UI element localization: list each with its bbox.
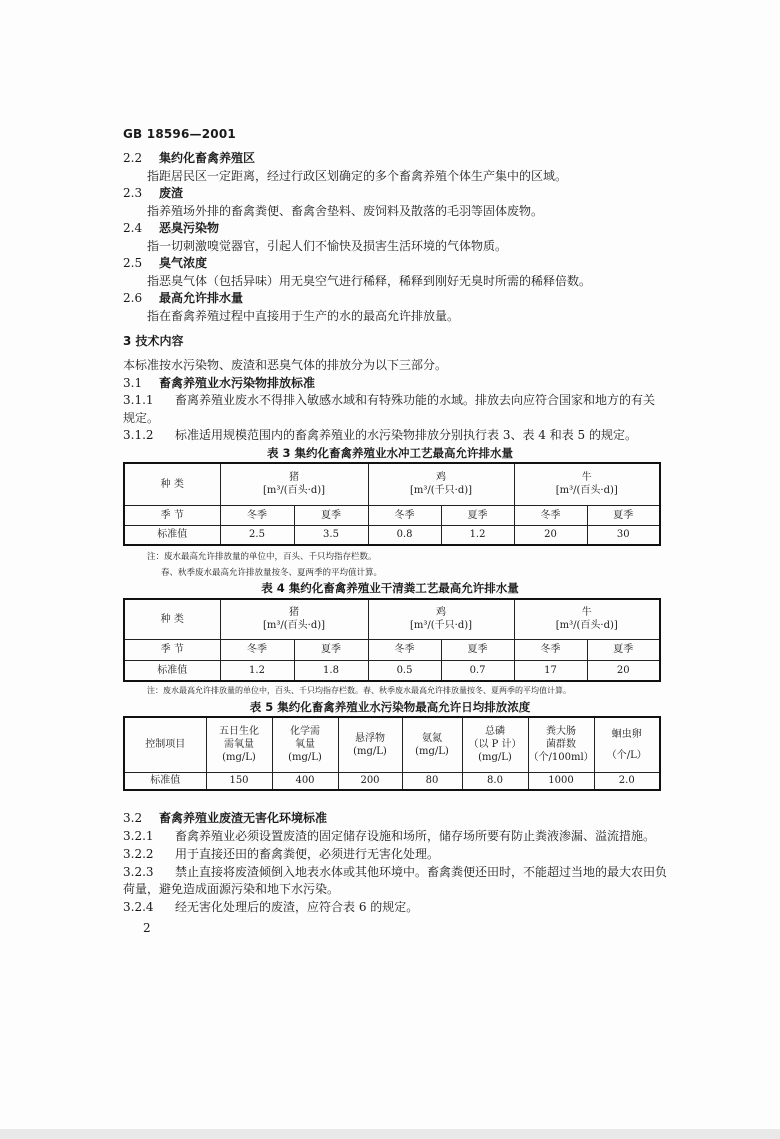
header-line: 总磷 [485,726,505,738]
season-cell: 夏季 [294,639,368,660]
def-2-3-heading [123,185,183,201]
clause-3-2-3-cont: 荷量，避免造成面源污染和地下水污染。 [123,882,340,896]
table-4-note: 注：废水最高允许排放量的单位中，百头、千只均指存栏数。春、秋季废水最高允许排放量按冬、夏两季的平均值计算。 [147,686,571,695]
viewer-bottom-strip [0,1129,780,1139]
clause-3-1-heading [123,375,315,391]
clause-number: 2.2 [123,151,143,165]
season-cell: 夏季 [294,505,368,525]
value-cell: 0.7 [441,660,514,681]
value-cell: 3.5 [294,525,368,545]
table-row [124,599,660,639]
def-2-6-heading [123,290,243,306]
clause-text: 畜离养殖业废水不得排入敏感水域和有特殊功能的水域。排放去向应符合国家和地方的有关 [175,393,656,407]
column-header [528,717,594,772]
animal-name: 牛 [581,472,592,484]
def-2-6-text: 指在畜禽养殖过程中直接用于生产的水的最高允许排放量。 [147,309,460,323]
animal-name: 牛 [581,607,592,619]
std-label: 标准值 [124,772,206,790]
value-cell: 30 [587,525,660,545]
header-line: 悬浮物 [355,732,385,744]
clause-number: 3.1.2 [123,428,154,442]
def-2-5-heading [123,255,207,271]
table-row [124,525,660,545]
table-5 [123,716,661,791]
animal-name: 鸡 [436,607,447,619]
value-cell: 200 [338,772,402,790]
table-3-caption: 表 3 集约化畜禽养殖业水冲工艺最高允许排水量 [266,446,513,460]
value-cell: 2.0 [594,772,660,790]
clause-text: 经无害化处理后的废渣，应符合表 6 的规定。 [175,900,419,914]
animal-header-pig [220,599,368,639]
clause-number: 2.3 [123,186,143,200]
season-cell: 冬季 [368,639,441,660]
season-cell: 夏季 [587,505,660,525]
header-line: 化学需 [290,726,320,738]
table-row [124,717,660,772]
std-label: 标准值 [124,525,220,545]
column-header [462,717,528,772]
kind-header: 种 类 [124,599,220,639]
def-2-3-text: 指养殖场外排的畜禽粪便、畜禽舍垫料、废饲料及散落的毛羽等固体废物。 [147,204,544,218]
header-line: (mg/L) [415,745,449,757]
clause-title: 畜禽养殖业废渣无害化环境标准 [159,811,328,825]
clause-term: 废渣 [159,186,184,200]
season-cell: 夏季 [441,505,514,525]
clause-number: 3.2 [123,811,143,825]
animal-header-chicken [368,599,514,639]
value-cell: 150 [206,772,272,790]
value-cell: 20 [587,660,660,681]
season-label: 季 节 [124,505,220,525]
animal-name: 鸡 [436,472,447,484]
value-cell: 8.0 [462,772,528,790]
clause-text: 标准适用规模范围内的畜禽养殖业的水污染物排放分别执行表 3、表 4 和表 5 的规定。 [175,428,637,442]
clause-text: 禁止直接将废渣倾倒入地表水体或其他环境中。畜禽粪便还田时，不能超过当地的最大农田负 [175,865,668,879]
clause-number: 3.1 [123,376,143,390]
animal-header-pig [220,463,368,505]
animal-unit: [m³/(千只·d)] [410,485,473,497]
table-3-note-2: 春、秋季废水最高允许排放量按冬、夏两季的平均值计算。 [161,568,383,578]
clause-term: 最高允许排水量 [159,291,244,305]
clause-number: 2.6 [123,291,143,305]
clause-text: 用于直接还田的畜禽粪便，必须进行无害化处理。 [175,847,440,861]
clause-text: 畜禽养殖业必须设置废渣的固定储存设施和场所，储存场所要有防止粪液渗漏、溢流措施。 [175,829,656,843]
std-label: 标准值 [124,660,220,681]
value-cell: 1.2 [220,660,294,681]
season-cell: 夏季 [441,639,514,660]
table-3-note-1: 注：废水最高允许排放量的单位中，百头、千只均指存栏数。 [147,552,377,562]
clause-number: 3.2.3 [123,865,154,879]
clause-number: 3.2.2 [123,847,154,861]
clause-number: 2.4 [123,221,143,235]
header-line: (mg/L) [288,752,322,764]
animal-header-cattle [514,599,660,639]
header-line: (mg/L) [222,752,256,764]
header-line: 氧量 [295,739,315,751]
table-row [124,463,660,505]
season-cell: 冬季 [368,505,441,525]
clause-3-2-2 [123,846,439,862]
page-number: 2 [143,921,151,935]
header-line: （个/100ml） [528,752,594,764]
header-line: （个/L） [606,749,647,761]
animal-unit: [m³/(百头·d)] [555,485,618,497]
header-line: (mg/L) [478,752,512,764]
table-row [124,505,660,525]
clause-number: 3.2.1 [123,829,154,843]
animal-name: 猪 [289,472,299,484]
season-cell: 冬季 [220,639,294,660]
value-cell: 1.8 [294,660,368,681]
def-2-4-text: 指一切刺激嗅觉器官，引起人们不愉快及损害生活环境的气体物质。 [147,239,508,253]
season-cell: 夏季 [587,639,660,660]
value-cell: 80 [402,772,462,790]
clause-number: 3.1.1 [123,393,154,407]
column-header [206,717,272,772]
animal-unit: [m³/(百头·d)] [555,620,618,632]
table-3 [123,462,661,546]
animal-unit: [m³/(百头·d)] [262,620,326,632]
season-label: 季 节 [124,639,220,660]
clause-3-2-heading [123,810,327,826]
header-line: 五日生化 [219,726,259,738]
animal-header-chicken [368,463,514,505]
section-3-intro: 本标准按水污染物、废渣和恶臭气体的排放分为以下三部分。 [123,358,448,372]
clause-title: 畜禽养殖业水污染物排放标准 [159,376,316,390]
table-4-caption: 表 4 集约化畜禽养殖业干清粪工艺最高允许排水量 [261,581,519,595]
clause-term: 集约化畜禽养殖区 [159,151,256,165]
animal-unit: [m³/(千只·d)] [410,620,473,632]
clause-term: 臭气浓度 [159,256,208,270]
value-cell: 0.5 [368,660,441,681]
table-5-caption: 表 5 集约化畜禽养殖业水污染物最高允许日均排放浓度 [249,700,531,714]
table-row [124,639,660,660]
value-cell: 1000 [528,772,594,790]
animal-name: 猪 [289,607,299,619]
def-2-2-heading [123,150,255,166]
table-4 [123,598,661,682]
season-cell: 冬季 [514,639,587,660]
clause-number: 2.5 [123,256,143,270]
item-header: 控制项目 [124,717,206,772]
header-line: 菌群数 [546,739,576,751]
value-cell: 0.8 [368,525,441,545]
value-cell: 20 [514,525,587,545]
clause-number: 3.2.4 [123,900,154,914]
header-line: 粪大肠 [546,726,576,738]
table-row [124,772,660,790]
def-2-4-heading [123,220,219,236]
header-line: 需氧量 [224,739,254,751]
value-cell: 1.2 [441,525,514,545]
def-2-2-text: 指距居民区一定距离，经过行政区划确定的多个畜禽养殖个体生产集中的区域。 [147,169,568,183]
clause-3-2-1 [123,828,655,844]
clause-term: 恶臭污染物 [159,221,220,235]
column-header [338,717,402,772]
header-line: （以 P 计） [468,739,522,751]
clause-3-1-2 [123,427,637,443]
season-cell: 冬季 [514,505,587,525]
header-line: 蛔虫卵 [611,728,642,740]
section-3-title: 3 技术内容 [123,334,184,348]
column-header [594,717,660,772]
def-2-5-text: 指恶臭气体（包括异味）用无臭空气进行稀释，稀释到刚好无臭时所需的稀释倍数。 [147,274,592,288]
column-header [272,717,338,772]
table-row [124,660,660,681]
column-header [402,717,462,772]
value-cell: 2.5 [220,525,294,545]
animal-header-cattle [514,463,660,505]
season-cell: 冬季 [220,505,294,525]
animal-unit: [m³/(百头·d)] [262,485,326,497]
value-cell: 400 [272,772,338,790]
clause-3-2-3 [123,864,667,880]
clause-3-1-1-cont: 规定。 [123,411,160,425]
value-cell: 17 [514,660,587,681]
kind-header: 种 类 [124,463,220,505]
standard-code: GB 18596—2001 [123,127,236,141]
header-line: 氨氮 [422,732,442,744]
clause-3-1-1 [123,392,655,408]
header-line: (mg/L) [353,745,387,757]
clause-3-2-4 [123,899,418,915]
